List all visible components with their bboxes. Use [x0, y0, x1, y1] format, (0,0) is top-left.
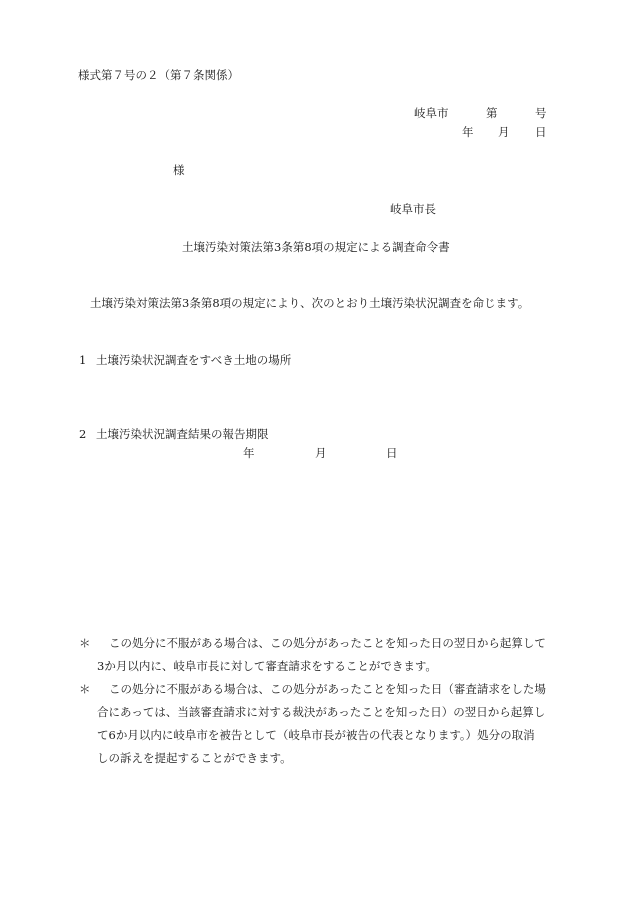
- document-title: 土壌汚染対策法第3条第8項の規定による調査命令書: [182, 240, 450, 254]
- deadline-year: 年: [243, 446, 255, 460]
- reference-dai: 第: [486, 106, 498, 120]
- item-1-number: 1: [79, 353, 87, 367]
- deadline-month: 月: [315, 446, 327, 460]
- note-2-line-1: この処分に不服がある場合は、この処分があったことを知った日（審査請求をした場: [109, 682, 546, 696]
- item-2-label: 土壌汚染状況調査結果の報告期限: [96, 427, 269, 441]
- reference-go: 号: [535, 106, 547, 120]
- form-number: 様式第７号の２（第７条関係）: [78, 68, 239, 82]
- issue-date-day: 日: [535, 125, 547, 139]
- note-1-line-1: この処分に不服がある場合は、この処分があったことを知った日の翌日から起算して: [109, 636, 546, 650]
- note-1: [79, 632, 563, 678]
- item-1-label: 土壌汚染状況調査をすべき土地の場所: [96, 353, 292, 367]
- sender: 岐阜市長: [390, 202, 436, 216]
- reference-issuer: 岐阜市: [414, 106, 449, 120]
- deadline-day: 日: [386, 446, 398, 460]
- note-2: [79, 678, 563, 770]
- issue-date-year: 年: [462, 125, 474, 139]
- note-2-line-3: て6か月以内に岐阜市を被告として（岐阜市長が被告の代表となります。）処分の取消: [97, 728, 535, 742]
- issue-date-month: 月: [498, 125, 510, 139]
- body-text: 土壌汚染対策法第3条第8項の規定により、次のとおり土壌汚染状況調査を命じます。: [90, 296, 530, 310]
- note-2-line-4: しの訴えを提起することができます。: [97, 751, 292, 765]
- notes: [79, 632, 563, 770]
- note-1-mark: ＊: [79, 636, 91, 650]
- item-2-number: 2: [79, 427, 87, 441]
- note-2-mark: ＊: [79, 682, 91, 696]
- addressee-suffix: 様: [173, 163, 185, 177]
- note-2-line-2: 合にあっては、当該審査請求に対する裁決があったことを知った日）の翌日から起算し: [97, 705, 546, 719]
- note-1-line-2: 3か月以内に、岐阜市長に対して審査請求をすることができます。: [97, 659, 437, 673]
